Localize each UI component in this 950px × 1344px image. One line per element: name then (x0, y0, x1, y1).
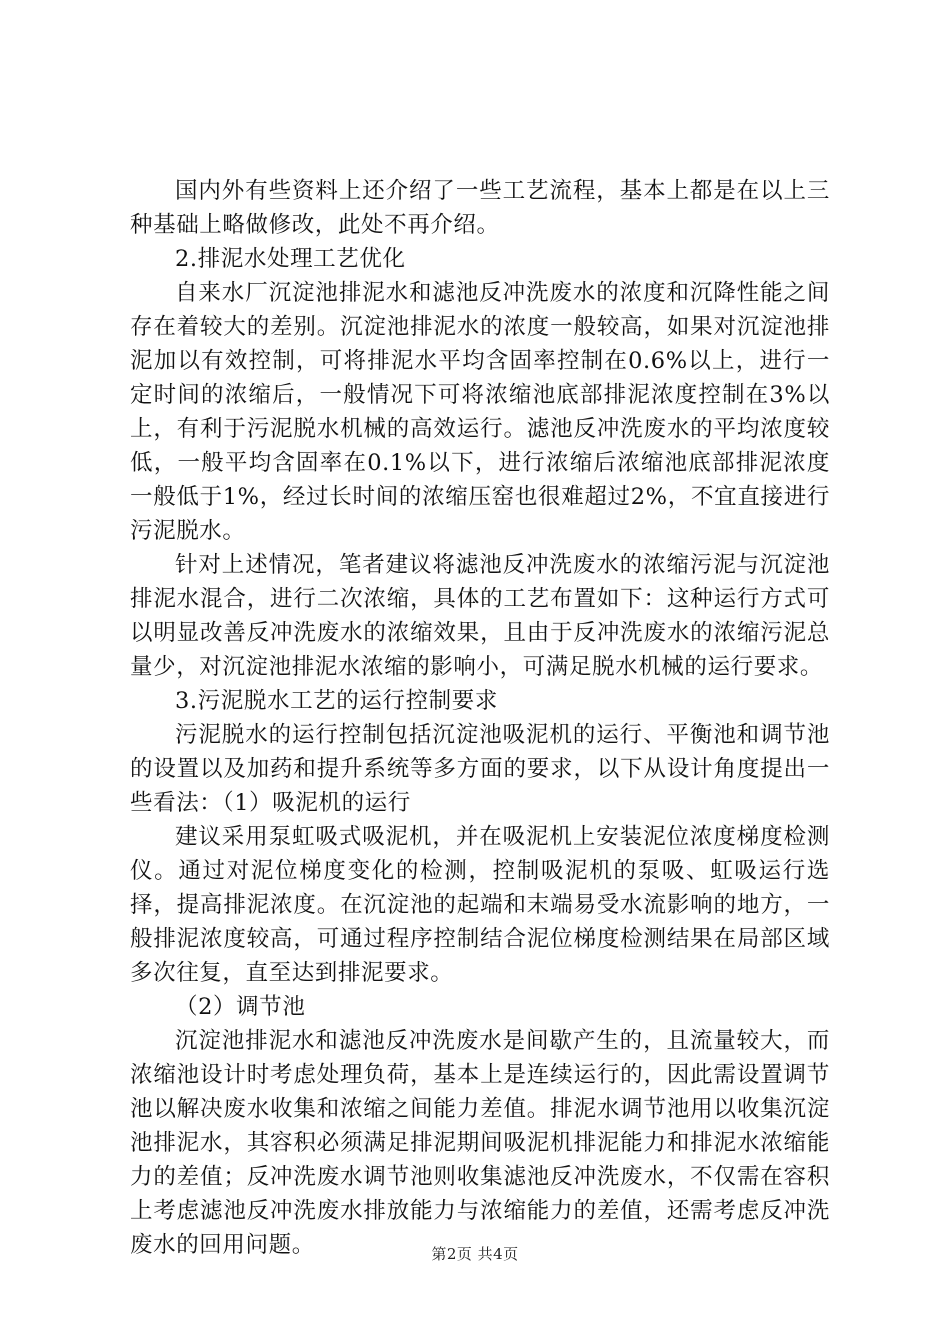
paragraph-suction-machine: 建议采用泵虹吸式吸泥机，并在吸泥机上安装泥位浓度梯度检测仪。通过对泥位梯度变化的检测，控制吸泥机的泵吸、虹吸运行选择，提高排泥浓度。在沉淀池的起端和末端易受水流影响的地方，一般排泥浓度较高，可通过程序控制结合泥位梯度检测结果在局部区域多次往复，直至达到排泥要求。 (130, 824, 830, 986)
paragraph-regulating-tank: 沉淀池排泥水和滤池反冲洗废水是间歇产生的，且流量较大，而浓缩池设计时考虑处理负荷，基本上是连续运行的，因此需设置调节池以解决废水收集和浓缩之间能力差值。排泥水调节池用以收集沉淀池排泥水，其容积必须满足排泥期间吸泥机排泥能力和排泥水浓缩能力的差值；反冲洗废水调节池则收集滤池反冲洗废水，不仅需在容积上考虑滤池反冲洗废水排放能力与浓缩能力的差值，还需考虑反冲洗废水的回用问题。 (130, 1028, 830, 1258)
section-heading-2: 2.排泥水处理工艺优化 (175, 246, 406, 272)
page-footer: 第2页 共4页 (431, 1245, 519, 1263)
paragraph-concentration: 自来水厂沉淀池排泥水和滤池反冲洗废水的浓度和沉降性能之间存在着较大的差别。沉淀池排泥水的浓度一般较高，如果对沉淀池排泥加以有效控制，可将排泥水平均含固率控制在0.6%以上，进行一定时间的浓缩后，一般情况下可将浓缩池底部排泥浓度控制在3%以上，有利于污泥脱水机械的高效运行。滤池反冲洗废水的平均浓度较低，一般平均含固率在0.1%以下，进行浓缩后浓缩池底部排泥浓度一般低于1%，经过长时间的浓缩压窑也很难超过2%，不宜直接进行污泥脱水。 (130, 280, 830, 544)
subheading-regulating-tank: （2）调节池 (175, 994, 306, 1020)
paragraph-suggestion: 针对上述情况，笔者建议将滤池反冲洗废水的浓缩污泥与沉淀池排泥水混合，进行二次浓缩，具体的工艺布置如下：这种运行方式可以明显改善反冲洗废水的浓缩效果，且由于反冲洗废水的浓缩污泥总量少，对沉淀池排泥水浓缩的影响小，可满足脱水机械的运行要求。 (130, 552, 830, 680)
paragraph-intro: 国内外有些资料上还介绍了一些工艺流程，基本上都是在以上三种基础上略做修改，此处不再介绍。 (130, 178, 830, 238)
document-body (130, 174, 830, 1262)
section-heading-3: 3.污泥脱水工艺的运行控制要求 (175, 688, 498, 714)
paragraph-control: 污泥脱水的运行控制包括沉淀池吸泥机的运行、平衡池和调节池的设置以及加药和提升系统等多方面的要求，以下从设计角度提出一些看法：（1）吸泥机的运行 (130, 722, 830, 816)
